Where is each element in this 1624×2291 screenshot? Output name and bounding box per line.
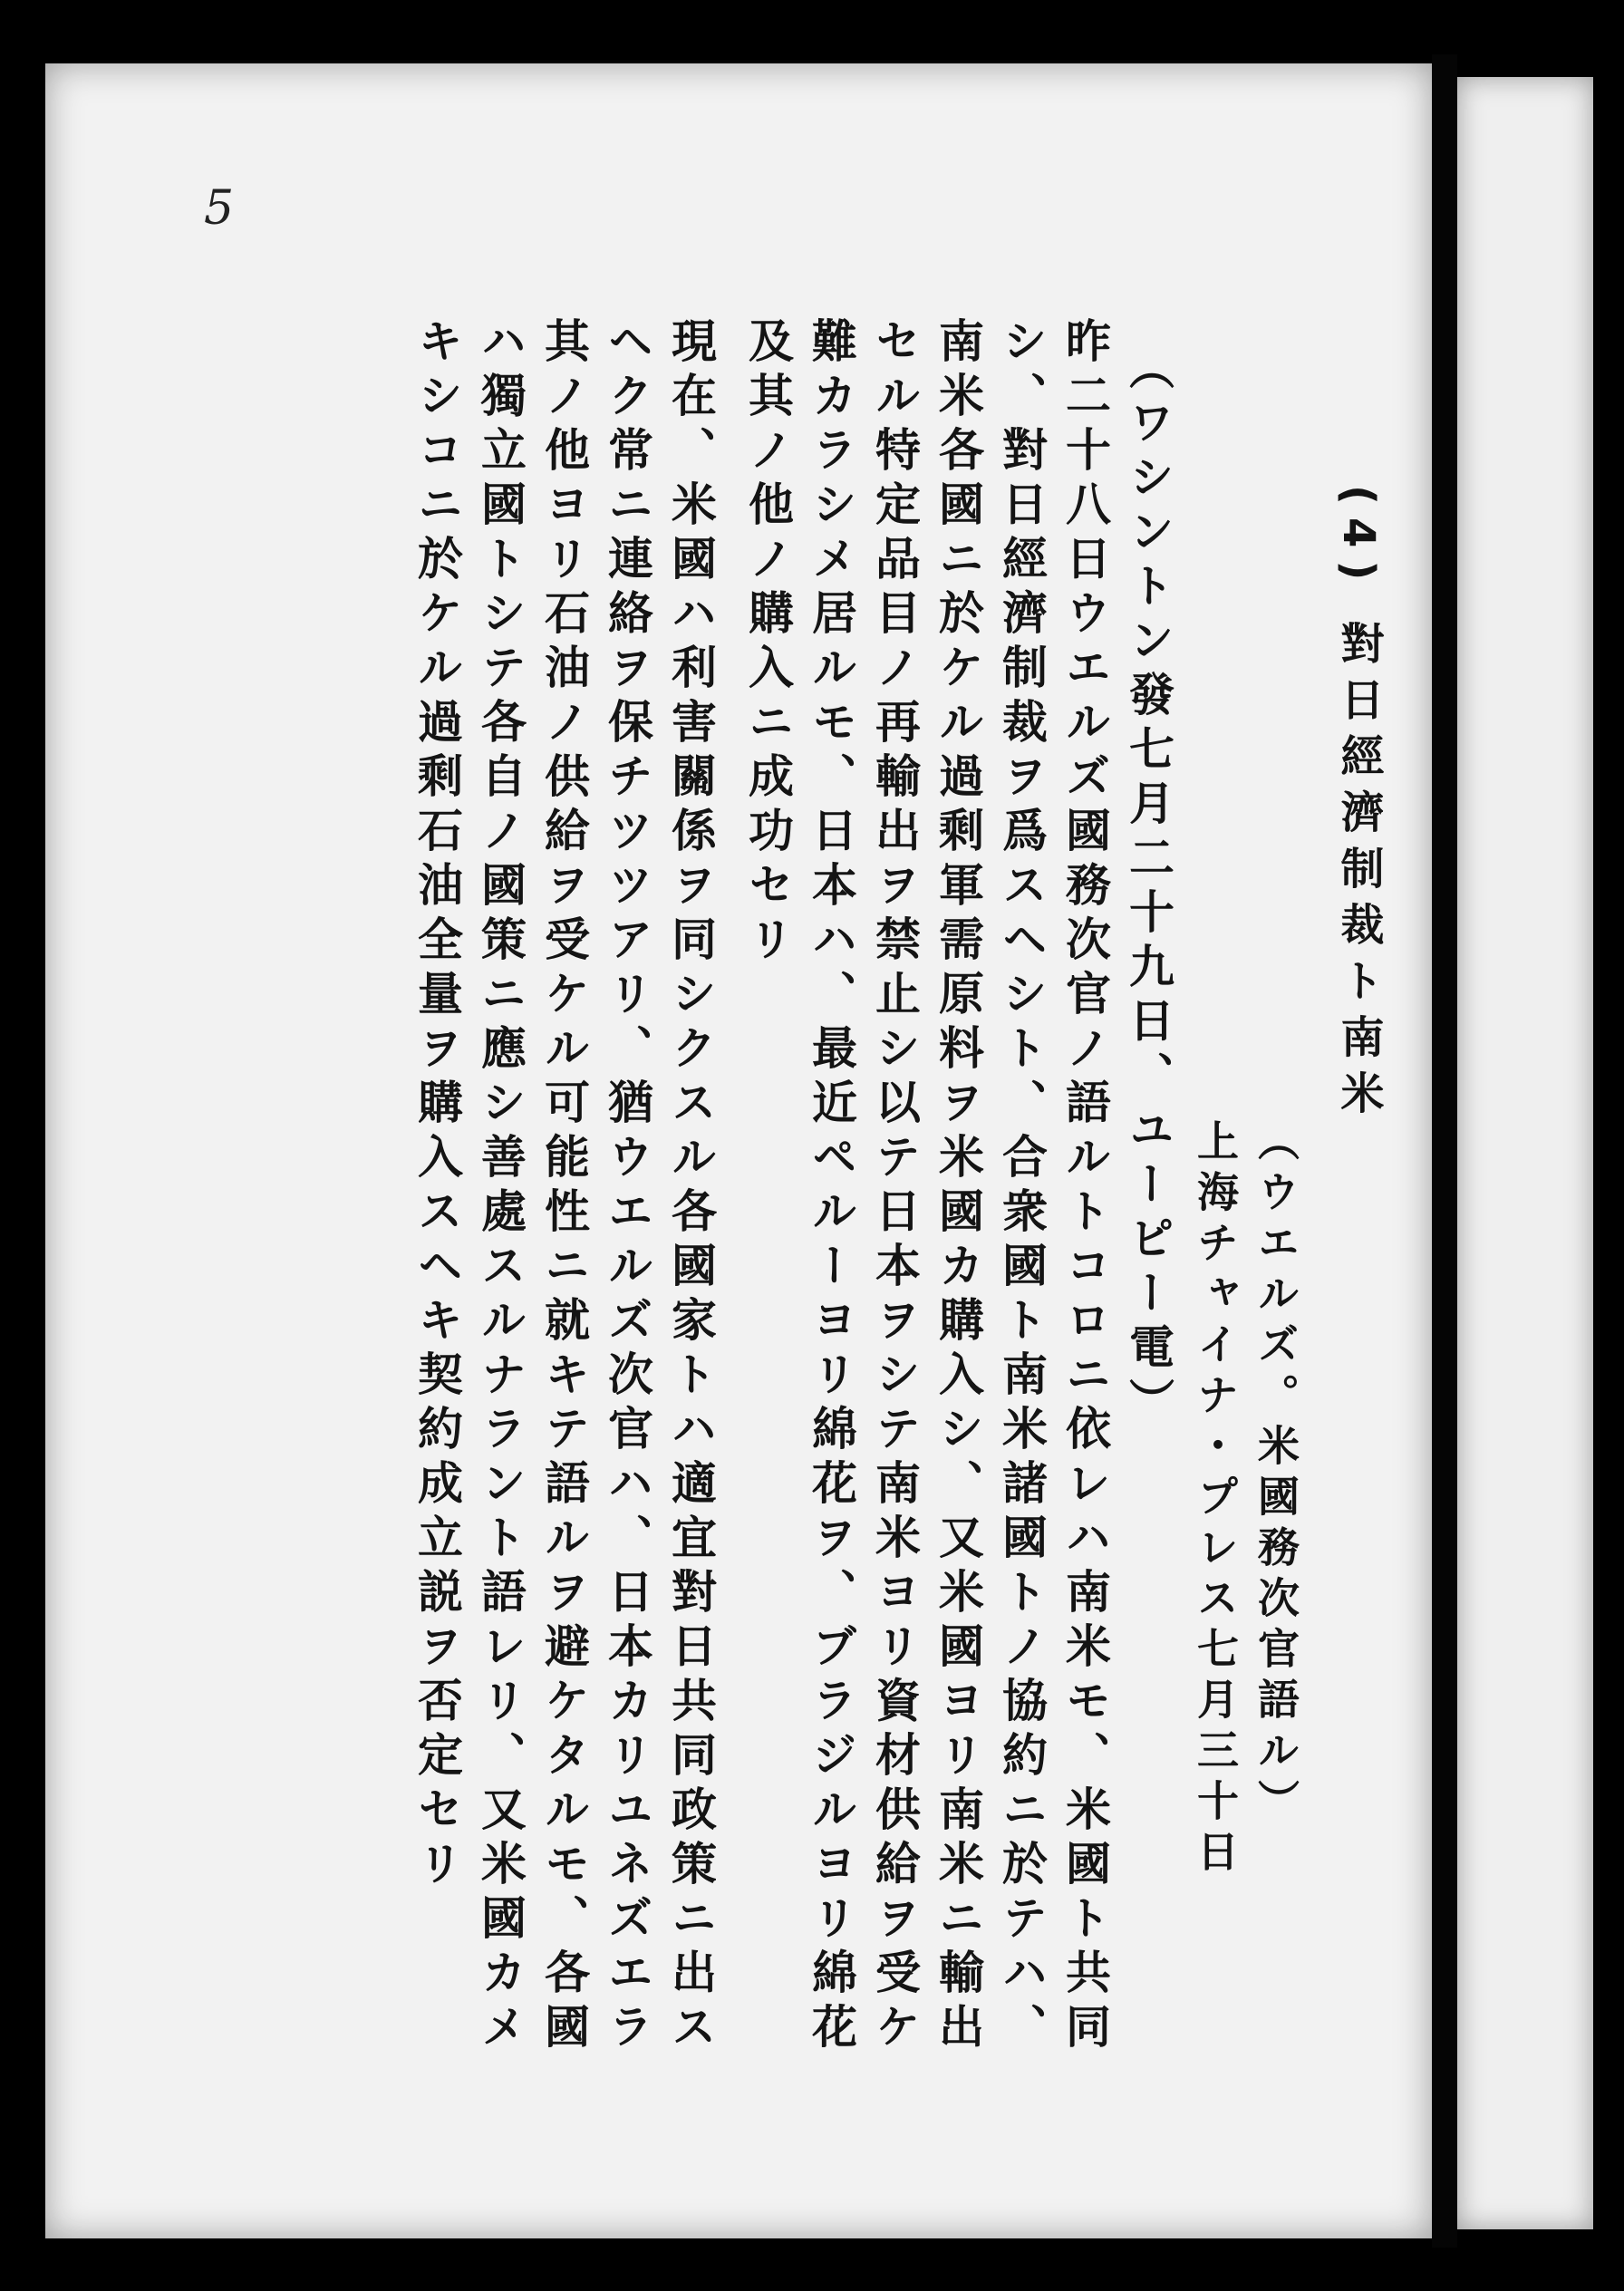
body-line-11: ハ獨立國トシテ各自ノ國策ニ應シ善處スルナラント語レリ、又米國カメ — [474, 317, 527, 2057]
body-line-8: 現在、米國ハ利害關係ヲ同シクスル各國家トハ適宜對日共同政策ニ出ス — [664, 317, 717, 2057]
body-line-3: シ、對日經濟制裁ヲ爲スヘシト、合衆國ト南米諸國トノ協約ニ於テハ、 — [995, 317, 1048, 2057]
body-line-6: 難カラシメ居ルモ、日本ハ、最近ペルーヨリ綿花ヲ、ブラジルヨリ綿花 — [805, 317, 857, 2057]
body-line-9: ヘク常ニ連絡ヲ保チツツアリ、猶ウエルズ次官ハ、日本カリユネズエラ — [601, 317, 653, 2057]
body-line-5: セル特定品目ノ再輸出ヲ禁止シ以テ日本ヲシテ南米ヨリ資材供給ヲ受ケ — [868, 317, 921, 2057]
subheading-source: （ウエルズ。米國務次官語ル） — [1252, 1119, 1300, 1830]
body-line-4: 南米各國ニ於ケル過剩軍需原料ヲ米國カ購入シ、又米國ヨリ南米ニ輸出 — [932, 317, 984, 2057]
section-heading: (4) 對日經濟制裁ト南米 — [1333, 485, 1384, 1126]
body-line-12: キシコニ於ケル過剩石油全量ヲ購入スヘキ契約成立説ヲ否定セリ — [411, 317, 463, 1894]
facing-page-edge — [1457, 77, 1593, 2229]
body-line-1: （ワシントン發七月二十九日、ユーピー電） — [1122, 344, 1174, 1432]
body-line-7: 及其ノ他ノ購入ニ成功セリ — [741, 317, 794, 970]
subheading-publication: 上海チャイナ・プレス七月三十日 — [1191, 1119, 1240, 1880]
body-line-2: 昨二十八日ウエルズ國務次官ノ語ルトコロニ依レハ南米モ、米國ト共同 — [1058, 317, 1111, 2057]
page-number: 5 — [204, 181, 235, 236]
book-gutter — [1432, 54, 1457, 2248]
body-line-10: 其ノ他ヨリ石油ノ供給ヲ受ケル可能性ニ就キテ語ルヲ避ケタルモ、各國 — [537, 317, 590, 2057]
